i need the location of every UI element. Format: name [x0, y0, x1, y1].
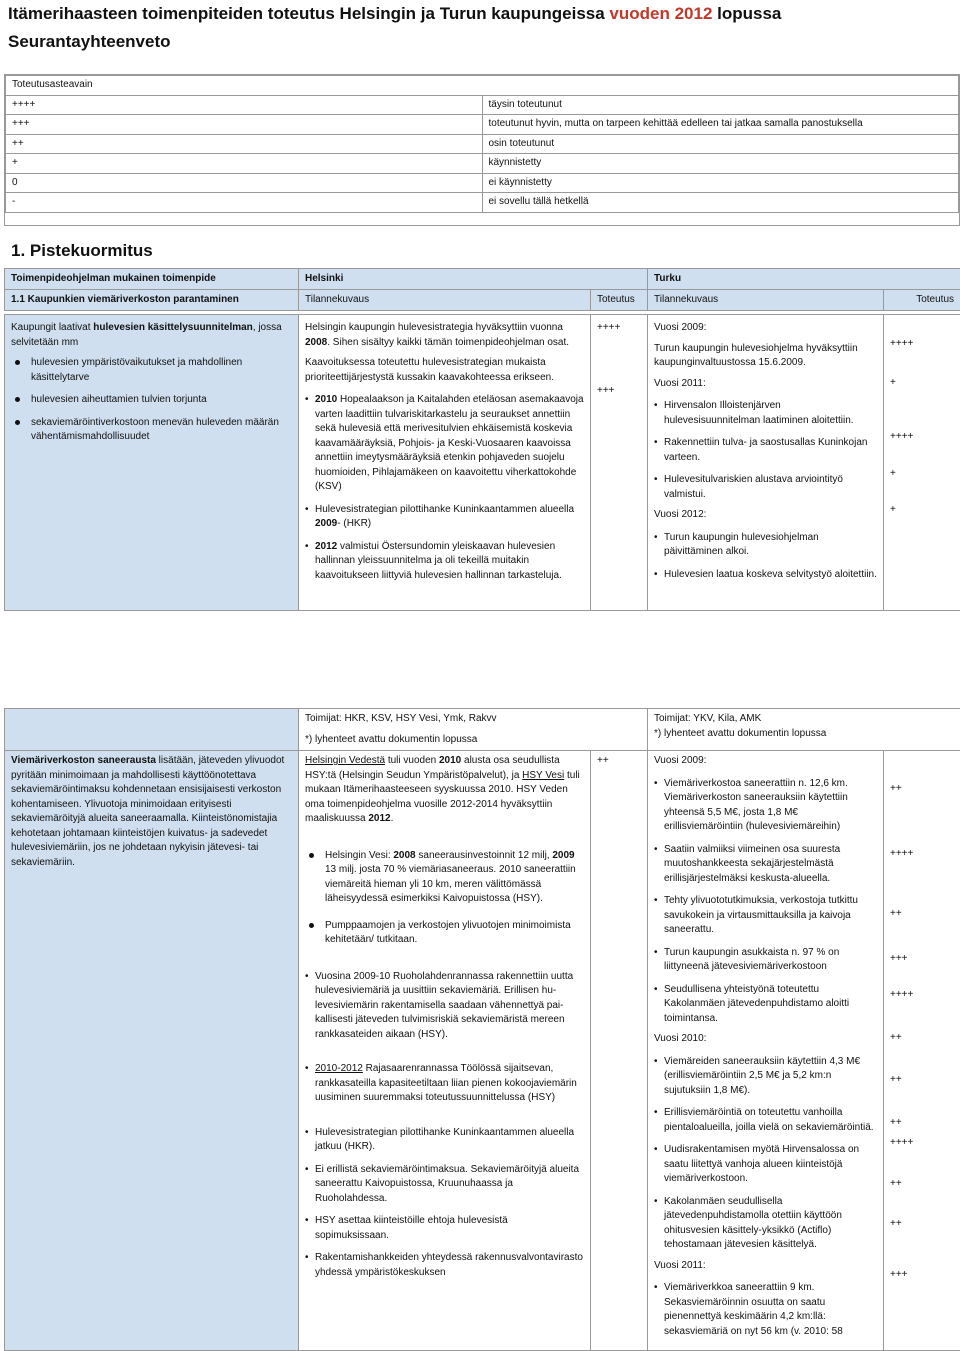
bullet-item: • Rakennettiin tulva- ja saostusallas Kuninkojan varteen.: [654, 436, 877, 465]
text: alusta osa seudullista HSY:tä (Helsingin Seudun Ympäristöpalvelut), ja: [305, 755, 560, 781]
measure-bold: Viemäriverkoston saneerausta: [11, 755, 156, 766]
bullet-item: • Hirvensalon Illoistenjärven hulevesisuunnitelman laatiminen aloitettiin.: [654, 399, 877, 428]
title-text: Itämerihaasteen toimenpiteiden toteutus Helsingin ja Turun kaupungeissa: [8, 4, 610, 23]
text: tuli vuoden: [385, 755, 439, 766]
measure-cell: [5, 751, 299, 1351]
legend-text: ei sovellu tällä hetkellä: [482, 193, 959, 213]
legend-text: ei käynnistetty: [482, 173, 959, 193]
legend-table: [5, 75, 959, 213]
rating: ++++: [890, 847, 914, 859]
bullet-item: [305, 393, 584, 495]
text: Helsingin kaupungin hulevesistrategia hyväksyttiin vuonna: [305, 322, 563, 333]
helsinki-status-cell: [299, 315, 591, 611]
legend-sym: -: [6, 193, 483, 213]
text-underline: Helsingin Vedestä: [305, 755, 386, 766]
bullet-item: [305, 540, 584, 584]
bullet-item: • Turun kaupungin hulevesiohjelman päivittäminen alkoi.: [654, 531, 877, 560]
year-heading: Vuosi 2012:: [654, 509, 707, 520]
legend-heading: Toteutusasteavain: [6, 76, 959, 96]
header-impl-helsinki: Toteutus: [591, 290, 648, 311]
turku-actors: [648, 709, 960, 751]
measure-text: Kaupungit laativat: [11, 322, 94, 333]
bullet-item: • Kakolanmäen seudullisella jätevedenpuhdistamolla otettiin käyttöön ohitusvesien käsittely-yksikkö (Actiflo) tehostamaan jätevesien käsittelyä.: [654, 1195, 877, 1253]
rating: +++: [890, 1268, 908, 1280]
bullet-item: • Hulevesistrategian pilottihanke Kuninkaantammen alueella jatkuu (HKR).: [305, 1126, 584, 1155]
bullet-item: • Hulevesien laatua koskeva selvitystyö aloitettiin.: [654, 568, 877, 583]
measure-text: lisätään, jäteveden ylivuodot pyritään minimoimaan ja mahdollisesti käyttöönotettava sekaviemäröintimaksu kohdennetaan ensisijaisesti verkoston kohentamiseen. Ylivuotoja minimoidaan erityisesti sekaviemäröityjä alueita saneeraamalla. Kiinteistönomistajia kehotetaan johtamaan kiinteistöjen kuivatus- ja sadevedet hulevesiviemäriin, jos ne johdetaan nykyisin jätevesi- tai sekaviemäriin.: [11, 755, 285, 868]
bullet-item: • Viemäreiden saneerauksiin käytettiin 4,3 M€ (erillisviemäröintiin 2,5 M€ ja 5,2 km:n sujutuksiin 1,8 M€).: [654, 1055, 877, 1099]
rating: ++: [890, 1218, 902, 1229]
year-heading: Vuosi 2011:: [654, 377, 706, 389]
rating: ++++: [890, 431, 914, 442]
bullet-item: • Uudisrakentamisen myötä Hirvensalossa on saatu liitettyä vanhoja alueen kiinteistöjä viemäriverkostoon.: [654, 1143, 877, 1187]
turku-rating-cell: [884, 751, 960, 1351]
header-subsection: 1.1 Kaupunkien viemäriverkoston parantaminen: [5, 290, 299, 311]
text: valmistui Östersundomin yleiskaavan hulevesien hallinnan yleissuunnitelma ja oli tekeillä muitakin kaavoitukseen liittyviä hulevesien hallinnan tarkasteluja.: [315, 540, 562, 581]
helsinki-actors: [299, 709, 648, 751]
text: . Sihen sisältyy kaikki tämän toimenpideohjelman osat.: [327, 336, 570, 348]
header-impl-turku: Toteutus: [884, 290, 960, 311]
rating: ++: [890, 908, 902, 919]
turku-status-cell: [648, 315, 884, 611]
bullet-item: • Vuosina 2009-10 Ruoholahdenrannassa rakennettiin uutta hulevesiviemäriä ja uusittiin sekaviemäriä. Erillisen hu-levesiviemärin rakentamisella saadaan vähennettyä pai-kallisesti jäteveden tulvimisriskiä sekaviemäristä mereen rankkasateiden aikaan (HSY).: [305, 970, 584, 1043]
bullet-item: [305, 849, 584, 907]
text: - (HKR): [337, 518, 372, 529]
list-item: hulevesien ympäristövaikutukset ja mahdollinen käsittelytarve: [11, 356, 292, 385]
helsinki-rating-cell: [591, 751, 648, 1351]
text-bold: 2009: [315, 518, 338, 529]
rating: ++: [890, 1116, 902, 1128]
bullet-item: [305, 503, 584, 532]
legend-sym: +: [6, 154, 483, 174]
text: .: [390, 813, 394, 824]
measure-cell: [5, 315, 299, 611]
rating: +++: [597, 384, 615, 396]
measures-table-2: [4, 708, 960, 1351]
bullet-item: • Erillisviemäröintiä on toteutettu vanhoilla pientaloalueilla, joilla vielä on sekaviemäröintiä.: [654, 1106, 877, 1135]
text: saneerausinvestoinnit 12 milj,: [415, 849, 553, 861]
bullet-item: • Saatiin valmiiksi viimeinen osa suuresta muutoshankkeesta sekajärjestelmästä erillisjärjestelmäksi keskusta-alueella.: [654, 843, 877, 887]
bullet-item: • Viemäriverkostoa saneerattiin n. 12,6 km. Viemäriverkoston saneerauksiin käytettiin yhteensä 5,5 M€, josta 1,8 M€ erillisviemäröintiin (hulevesiviemäreihin): [654, 777, 877, 835]
title-year-highlight: vuoden 2012: [609, 4, 713, 23]
text-bold: 2010: [439, 755, 462, 766]
measure-bold: hulevesien käsittelysuunnitelman: [93, 322, 253, 333]
text: Hulevesistrategian pilottihanke Kuninkaantammen alueella: [315, 503, 575, 515]
page-title: [8, 4, 781, 24]
text: Hopealaakson ja Kaitalahden eteläosan asemakaavoja varten laadittiin tulvariskitarkastelu ja seuraukset annettiin sekä hulevesiä että merivesitulvien ehkäisemistä koskevia kaavamääräyksiä, Pohjois- ja Keski-Vuosaaren kaavoissa annettiin imeytysmääräyksiä etenkin pohjaveden suojelu huomioiden, Pihlajamäkeen on kaavoitettu viherkattokohde (KSV): [315, 394, 584, 492]
actors-line: Toimijat: YKV, Kila, AMK: [654, 713, 762, 724]
list-item: hulevesien aiheuttamien tulvien torjunta: [11, 393, 292, 408]
measure-text-end: , jossa selvitetään mm: [11, 322, 282, 348]
legend-sym: +++: [6, 115, 483, 135]
rating: ++++: [890, 338, 914, 349]
section-title: 1. Pistekuormitus: [11, 241, 153, 260]
rating: ++++: [890, 1137, 914, 1148]
legend-sym: ++++: [6, 95, 483, 115]
year-heading: Vuosi 2011:: [654, 1259, 706, 1271]
rating: ++: [597, 755, 609, 766]
rating: ++++: [597, 322, 621, 333]
paragraph: Kaavoituksessa toteutettu hulevesistrategian mukaista prioriteettijärjestystä kussakin kaavakohteessa erikseen.: [305, 357, 555, 383]
legend-box: [4, 74, 960, 226]
year-heading: Vuosi 2009:: [654, 755, 707, 766]
bullet-item: • HSY asettaa kiinteistöille ehtoja hulevesistä sopimuksissaan.: [305, 1214, 584, 1243]
bullet-item: • Seudullisena yhteistyönä toteutettu Kakolanmäen jätevedenpuhdistamo aloitti toimintansa.: [654, 983, 877, 1027]
rating: ++: [890, 783, 902, 794]
title-text-end: lopussa: [712, 4, 782, 23]
text-underline: HSY Vesi: [522, 769, 565, 781]
bullet-item: Pumppaamojen ja verkostojen ylivuotojen minimoimista kehitetään/ tutkitaan.: [305, 919, 584, 948]
text-bold: 2008: [393, 849, 416, 861]
measures-table: [4, 268, 960, 611]
header-turku: Turku: [648, 269, 960, 290]
rating: +: [890, 504, 896, 515]
text-bold: 2012: [315, 540, 338, 552]
bullet-item: • Hulevesitulvariskien alustava arviointityö valmistui.: [654, 473, 877, 502]
text-bold: 2012: [368, 813, 391, 824]
text-bold: 2010: [315, 394, 338, 405]
header-status-turku: Tilannekuvaus: [648, 290, 884, 311]
legend-text: toteutunut hyvin, mutta on tarpeen kehittää edelleen tai jatkaa samalla panostuksella: [482, 115, 959, 135]
bullet-item: • Ei erillistä sekaviemäröintimaksua. Sekaviemäröityjä alueita saneerattu Kaivopuistossa, Kruunuhaassa ja Ruoholahdessa.: [305, 1163, 584, 1207]
text-underline: 2010-2012: [315, 1063, 363, 1074]
rating: ++: [890, 1074, 902, 1085]
helsinki-rating-cell: [591, 315, 648, 611]
header-status-helsinki: Tilannekuvaus: [299, 290, 591, 311]
rating: ++: [890, 1031, 902, 1043]
abbrev-note: *) lyhenteet avattu dokumentin lopussa: [305, 733, 478, 745]
rating: ++++: [890, 989, 914, 1000]
helsinki-status-cell: [299, 751, 591, 1351]
measure-header-empty: [5, 709, 299, 751]
legend-text: osin toteutunut: [482, 134, 959, 154]
text: 13 milj. josta 70 % viemäriasaneeraus. 2010 saneerattiin viemäreitä hieman yli 10 km, meren välittömässä läheisyydessä esimerkiksi Kaivopuistossa (HSY).: [325, 864, 576, 904]
measure-list: [11, 356, 292, 445]
text: Rajasaarenrannassa Töölössä sijaitsevan, rankkasateilla kapasiteetiltaan liian pienen kokoojaviemärin uusiminen suuremmaksi toteutussuunnittelussa (HSY): [315, 1063, 577, 1103]
legend-sym: 0: [6, 173, 483, 193]
actors-line: Toimijat: HKR, KSV, HSY Vesi, Ymk, Rakvv: [305, 713, 497, 724]
header-helsinki: Helsinki: [299, 269, 648, 290]
text: Helsingin Vesi:: [325, 849, 394, 861]
text-bold: 2008: [305, 336, 328, 348]
list-item: sekaviemäröintiverkostoon menevän huleveden määrän vähentämismahdollisuudet: [11, 416, 292, 445]
rating: +: [890, 376, 896, 388]
rating: ++: [890, 1177, 902, 1189]
rating: +++: [890, 952, 908, 964]
abbrev-note: *) lyhenteet avattu dokumentin lopussa: [654, 727, 827, 739]
header-measure: Toimenpideohjelman mukainen toimenpide: [5, 269, 299, 290]
legend-text: käynnistetty: [482, 154, 959, 174]
page-subtitle: Seurantayhteenveto: [8, 32, 171, 51]
legend-sym: ++: [6, 134, 483, 154]
text-bold: 2009: [552, 849, 575, 861]
turku-status-cell: [648, 751, 884, 1351]
paragraph: Turun kaupungin hulevesiohjelma hyväksyttiin kaupunginvaltuustossa 15.6.2009.: [654, 342, 858, 368]
bullet-item: • Turun kaupungin asukkaista n. 97 % on liittyneenä jätevesiviemäriverkostoon: [654, 946, 877, 975]
bullet-item: • Viemäriverkkoa saneerattiin 9 km. Sekasviemäröinnin osuutta on saatu pienennettyä keskimäärin 4,2 km:llä: sekasviemäriä on nyt 56 km (v. 2010: 58: [654, 1281, 877, 1339]
bullet-item: • Tehty ylivuototutkimuksia, verkostoja tutkittu savukokein ja virtausmittauksilla ja kaivoja saneerattu.: [654, 894, 877, 938]
bullet-item: • Rakentamishankkeiden yhteydessä rakennusvalvontavirasto yhdessä ympäristökeskuksen: [305, 1251, 584, 1280]
year-heading: Vuosi 2010:: [654, 1033, 707, 1044]
bullet-item: [305, 1062, 584, 1106]
text: tuli mukaan Itämerihaasteeseen syyskuussa 2010. HSY Veden oma toimenpideohjelma vuosille 2012-2014 hyväksyttiin maaliskuussa: [305, 769, 580, 824]
turku-rating-cell: [884, 315, 960, 611]
year-heading: Vuosi 2009:: [654, 322, 707, 333]
legend-text: täysin toteutunut: [482, 95, 959, 115]
rating: +: [890, 467, 896, 479]
